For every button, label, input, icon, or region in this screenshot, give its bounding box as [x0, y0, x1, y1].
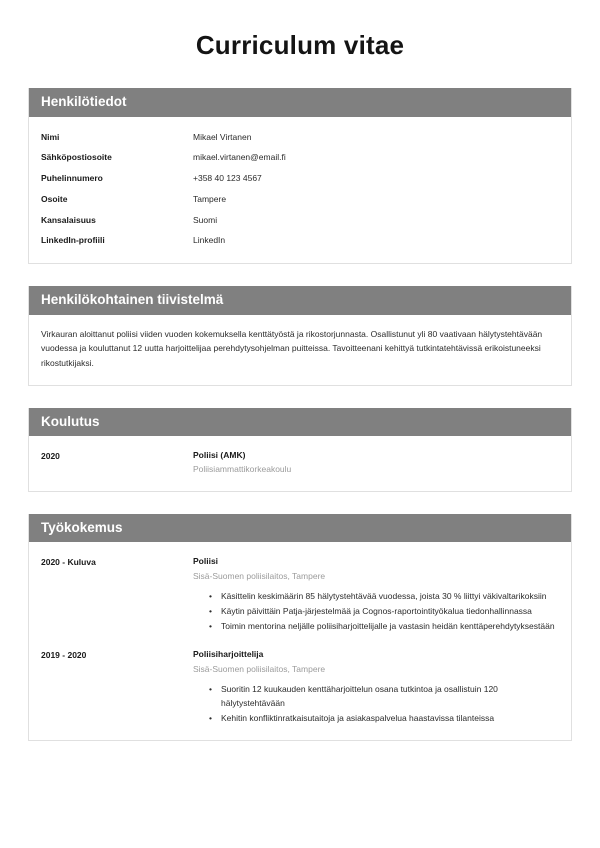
list-item-text: Käytin päivittäin Patja-järjestelmää ja Cognos-raportointityökalua tiedonhallinnassa [221, 605, 532, 616]
entry-date: 2020 [41, 451, 60, 462]
entry-employer: Sisä-Suomen poliisilaitos, Tampere [193, 663, 326, 674]
field-label: Puhelinnumero [41, 173, 103, 184]
education-entry [41, 446, 559, 479]
section-header-personal-summary: Henkilökohtainen tiivistelmä [29, 286, 571, 315]
entry-title: Poliisiharjoittelija [193, 649, 264, 660]
list-item-text: Toimin mentorina neljälle poliisiharjoittelijalle ja vastasin heidän kenttäperehdytyksestään [221, 620, 555, 631]
field-label: Kansalaisuus [41, 214, 96, 225]
section-header-education: Koulutus [29, 408, 571, 437]
list-item [209, 590, 559, 604]
list-item [209, 712, 559, 726]
entry-main [193, 648, 559, 726]
list-item [209, 605, 559, 619]
personal-summary-body [29, 315, 571, 385]
bullet-icon: • [209, 684, 212, 695]
page-title: Curriculum vitae [195, 30, 405, 60]
cv-sections [0, 88, 600, 741]
summary-paragraph: Virkauran aloittanut poliisi viiden vuoden kokemuksella kenttätyöstä ja rikostorjunnasta. Osallistunut yli 80 vaativaan hälytystehtävään vuodessa ja kouluttanut 12 uutta harjoittelijaa perehdytysohjelman puitteissa. Tavoitteenani kehittyä tutkintatehtävissä erikoistuneeksi rikostutkijaksi. [41, 328, 543, 368]
entry-main [193, 449, 559, 477]
field-label: Nimi [41, 131, 60, 142]
bullet-icon: • [209, 712, 212, 723]
field-value: Mikael Virtanen [193, 131, 252, 142]
field-label: LinkedIn-profiili [41, 235, 105, 246]
field-value: Tampere [193, 193, 227, 204]
entry-title: Poliisi [193, 556, 219, 567]
entry-main [193, 555, 559, 634]
linkedin-profile-link[interactable]: LinkedIn [193, 235, 226, 246]
table-row [41, 147, 559, 168]
section-education [28, 408, 572, 492]
list-item-text: Käsittelin keskimäärin 85 hälytystehtävää vuodessa, joista 30 % liittyi väkivaltarikoksiin [221, 591, 547, 602]
table-row [41, 210, 559, 231]
work-experience-body [29, 542, 571, 740]
experience-entry [41, 636, 559, 728]
table-row [41, 127, 559, 148]
list-item [209, 683, 559, 711]
entry-date: 2020 - Kuluva [41, 557, 96, 568]
bullet-icon: • [209, 620, 212, 631]
section-personal-details [28, 88, 572, 264]
list-item [209, 620, 559, 634]
entry-employer: Sisä-Suomen poliisilaitos, Tampere [193, 570, 326, 581]
list-item-text: Suoritin 12 kuukauden kenttäharjoittelun osana tutkintoa ja osallistuin 120 hälytystehtävään [221, 684, 498, 708]
field-value: +358 40 123 4567 [193, 173, 262, 184]
table-row [41, 189, 559, 210]
table-row [41, 230, 559, 251]
bullet-icon: • [209, 591, 212, 602]
section-work-experience [28, 514, 572, 742]
field-label: Sähköpostiosoite [41, 152, 112, 163]
entry-institution: Poliisiammattikorkeakoulu [193, 464, 292, 475]
education-body [29, 436, 571, 491]
list-item-text: Kehitin konfliktinratkaisutaitoja ja asiakaspalvelua haastavissa tilanteissa [221, 712, 495, 723]
entry-title: Poliisi (AMK) [193, 450, 246, 461]
entry-bullet-list [193, 683, 559, 725]
field-value: Suomi [193, 214, 218, 225]
experience-entry [41, 552, 559, 636]
section-header-personal-details: Henkilötiedot [29, 88, 571, 117]
bullet-icon: • [209, 605, 212, 616]
field-value: mikael.virtanen@email.fi [193, 152, 286, 163]
section-personal-summary [28, 286, 572, 385]
section-header-work-experience: Työkokemus [29, 514, 571, 543]
entry-date: 2019 - 2020 [41, 650, 87, 661]
personal-details-body [29, 117, 571, 264]
table-row [41, 168, 559, 189]
field-label: Osoite [41, 193, 68, 204]
entry-bullet-list [193, 590, 559, 633]
